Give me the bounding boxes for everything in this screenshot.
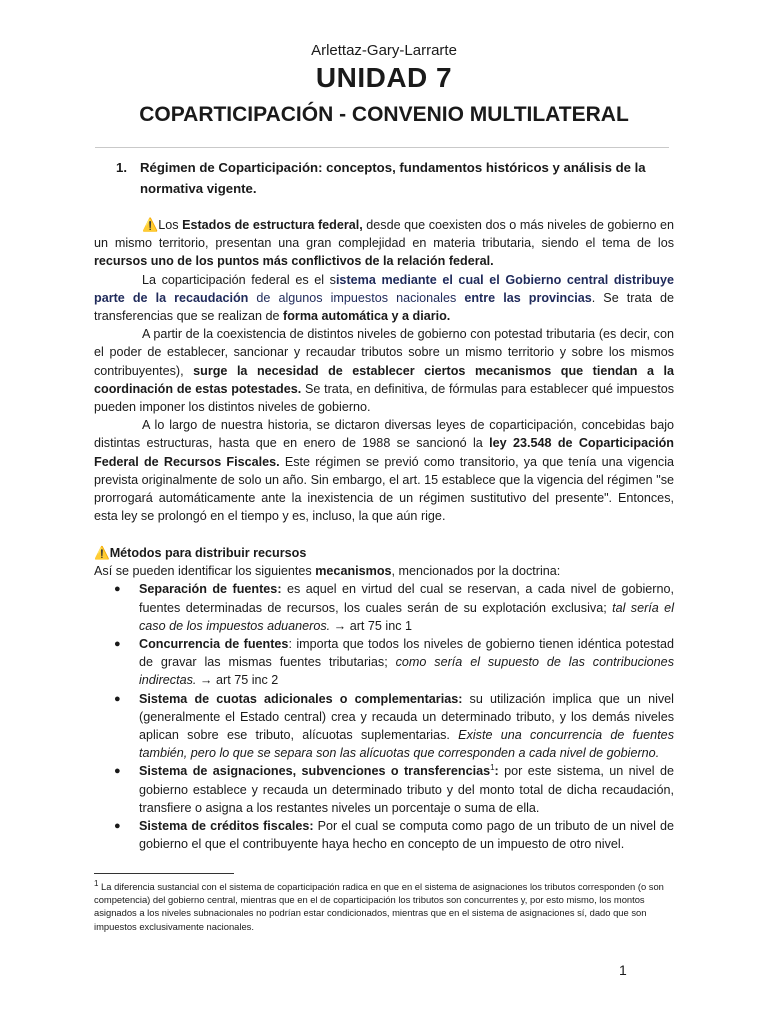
section-heading [116,157,676,199]
footnote: $^1$ La diferencia sustancial con el sistema de coparticipación radica en que en el sistema de asignaciones los tributos corresponden (o son competencia) del gobierno central, mientras que en el de coparticipación los tributos son concurrentes y, por esto mismo, los montos asignados a los niveles subnacionales no podrían estar condicionados, mientras que en el sistema de asignaciones sí, dado que son impuestos exclusivamente nacionales. [94,878,664,932]
methods-heading: ⚠️Métodos para distribuir recursos [94,546,307,560]
list-item: ● Concurrencia de fuentes: importa que todos los niveles de gobierno tienen idéntica potestad de gravar las mismas fuentes tributarias; como sería el supuesto de las contribuciones indirectas. → art 75 inc 2 [114,637,674,688]
unit-title: UNIDAD 7 [315,62,453,93]
section-title: Régimen de Coparticipación: conceptos, fundamentos históricos y análisis de la normativa vigente. [140,160,646,196]
list-item: ● Separación de fuentes: es aquel en virtud del cual se reservan, a cada nivel de gobierno, fuentes determinadas de recursos, los cuales serán de su explotación exclusiva; tal sería el caso de los impuestos aduaneros. → art 75 inc 1 [114,582,674,633]
paragraph-2: La coparticipación federal es el sistema mediante el cual el Gobierno central distribuye parte de la recaudación de algunos impuestos nacionales entre las provincias. Se trata de transferencias que se realizan de forma automática y a diario. [94,272,675,324]
warning-icon: ⚠️ [94,546,110,560]
warning-icon: ⚠️ [142,217,159,232]
list-item: ● Sistema de cuotas adicionales o complementarias: su utilización implica que un nivel (generalmente el Estado central) crea y recauda un determinado tributo, y los demás niveles aplican sobre ese tributo, alícuotas suplementarias. Existe una concurrencia de fuentes también, pero lo que se separa son las alícuotas que corresponden a cada nivel de gobierno. [114,691,674,761]
unit-subtitle: COPARTICIPACIÓN - CONVENIO MULTILATERAL [139,103,629,126]
paragraph-1: ⚠️Los Estados de estructura federal, desde que coexisten dos o más niveles de gobierno en un mismo territorio, presentan una gran complejidad en materia tributaria, siendo el tema de los recursos uno de los puntos más conflictivos de la relación federal. [94,217,674,269]
bullet-icon: ● [114,638,121,651]
paragraph-4: A lo largo de nuestra historia, se dictaron diversas leyes de coparticipación, concebidas bajo distintas estructuras, hasta que en enero de 1988 se sancionó la ley 23.548 de Coparticipación Federal de Recursos Fiscales. Este régimen se previó como transitorio, ya que tenía una vigencia prevista originalmente de solo un año. Sin embargo, el art. 15 establece que la vigencia del régimen "se prorrogará automáticamente ante la inexistencia de un régimen sustitutivo del presente". Entonces, esta ley se prolongó en el tiempo y es, incluso, la que aún rige. [94,418,675,524]
footnote-ref[interactable]: 1 [490,763,495,773]
methods-list [94,580,674,853]
bullet-icon: ● [114,583,121,596]
bullet-icon: ● [114,820,121,833]
methods-intro: Así se pueden identificar los siguientes mecanismos, mencionados por la doctrina: [94,564,561,579]
body-text [94,216,674,525]
methods-section [94,544,674,853]
footnote-divider [94,873,234,874]
bullet-icon: ● [114,692,121,705]
footnote-marker: 1 [94,878,99,888]
list-item: ● Sistema de créditos fiscales: Por el cual se computa como pago de un tributo de un nivel de gobierno el que el contribuyente haya hecho en concepto de un impuesto de otro nivel. [114,819,674,852]
page-number: 1 [619,962,627,978]
author-line: Arlettaz-Gary-Larrarte [311,42,457,59]
title-divider [95,147,669,148]
list-item: ● Sistema de asignaciones, subvenciones o transferencias$^1$: por este sistema, un nivel de gobierno establece y recauda un determinado tributo y del monto total de dicha recaudación, transfiere o asigna a los restantes niveles un porcentaje o suma de ella. [114,763,674,815]
section-number: 1. [116,160,127,175]
bullet-icon: ● [114,765,121,778]
paragraph-3: A partir de la coexistencia de distintos niveles de gobierno con potestad tributaria (es decir, con el poder de establecer, sancionar y recaudar tributos sobre un mismo territorio y sobre los mismos contribuyentes), surge la necesidad de establecer ciertos mecanismos que tiendan a la coordinación de estas potestades. Se trata, en definitiva, de fórmulas para establecer qué impuestos pueden imponer los distintos niveles de gobierno. [94,327,674,415]
